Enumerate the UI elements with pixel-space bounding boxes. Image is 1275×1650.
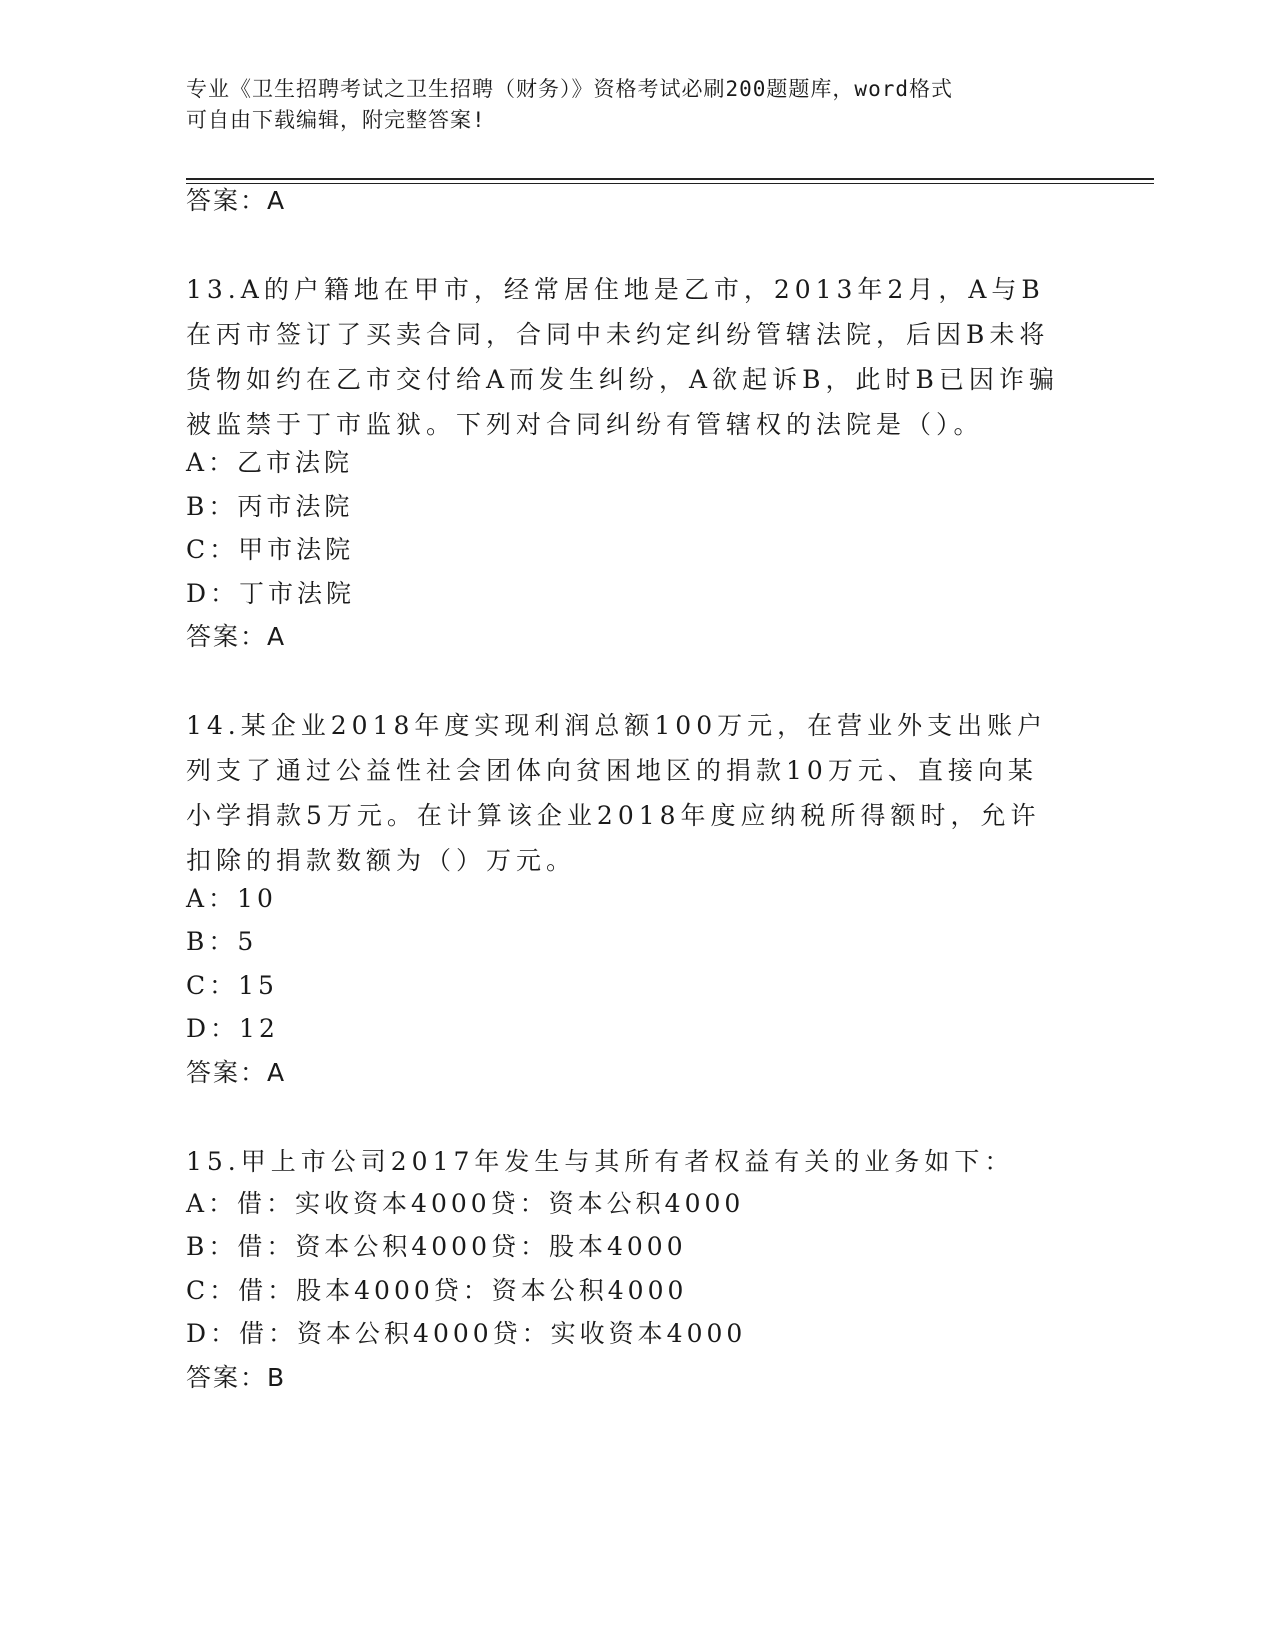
- question-15-option-d: D：借：资本公积4000贷：实收资本4000: [186, 1319, 747, 1348]
- question-13-option-b: B：丙市法院: [186, 492, 354, 521]
- question-13-answer: 答案：A: [186, 622, 287, 651]
- previous-answer: 答案：A: [186, 186, 287, 215]
- document-header: [186, 74, 1066, 136]
- question-14-option-a: A：10: [186, 884, 277, 913]
- question-13-text: 13.A的户籍地在甲市，经常居住地是乙市，2013年2月，A与B在丙市签订了买卖合同，合同中未约定纠纷管辖法院，后因B未将货物如约在乙市交付给A而发生纠纷，A欲起诉B，此时B已因诈骗被监禁于丁市监狱。下列对合同纠纷有管辖权的法院是（）。: [186, 275, 1059, 439]
- question-15-option-c: C：借：股本4000贷：资本公积4000: [186, 1276, 688, 1305]
- header-divider-thick: [186, 178, 1154, 180]
- question-15-option-b: B：借：资本公积4000贷：股本4000: [186, 1232, 687, 1261]
- question-13-option-d: D：丁市法院: [186, 579, 356, 608]
- question-15-option-a: A：借：实收资本4000贷：资本公积4000: [186, 1189, 745, 1218]
- question-14-answer: 答案：A: [186, 1058, 287, 1087]
- question-14-option-c: C：15: [186, 971, 278, 1000]
- question-15-text: 15.甲上市公司2017年发生与其所有者权益有关的业务如下：: [186, 1147, 1015, 1176]
- question-14-option-d: D：12: [186, 1014, 279, 1043]
- header-line-2: 可自由下载编辑，附完整答案!: [186, 108, 486, 132]
- question-15-answer: 答案：B: [186, 1363, 287, 1392]
- question-13-option-a: A：乙市法院: [186, 448, 354, 477]
- header-divider-thin: [186, 183, 1154, 184]
- header-line-1: 专业《卫生招聘考试之卫生招聘（财务）》资格考试必刷200题题库，word格式: [186, 77, 953, 101]
- question-13-option-c: C：甲市法院: [186, 535, 355, 564]
- question-14-text: 14.某企业2018年度实现利润总额100万元，在营业外支出账户列支了通过公益性社会团体向贫困地区的捐款10万元、直接向某小学捐款5万元。在计算该企业2018年度应纳税所得额时，允许扣除的捐款数额为（）万元。: [186, 711, 1048, 875]
- question-14-option-b: B：5: [186, 927, 258, 956]
